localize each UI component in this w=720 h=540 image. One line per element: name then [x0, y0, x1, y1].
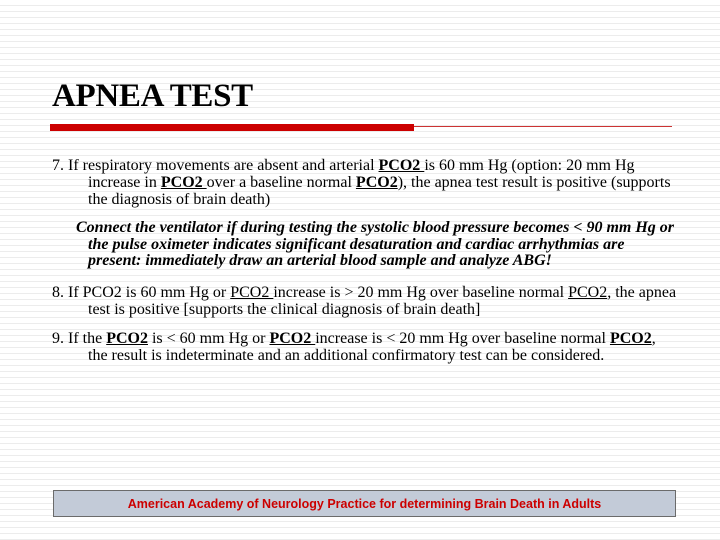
pco2-term: PCO2 [230, 283, 274, 301]
ventilator-warning: Connect the ventilator if during testing the systolic blood pressure becomes < 90 mm Hg or the pulse oximeter indicates significant desaturation and cardiac arrhythmias are present: immediately draw an arterial blood sample and analyze ABG! [76, 219, 675, 269]
text-run: , the apnea test is positive [supports the clinical diagnosis of brain death] [88, 283, 677, 318]
pco2-term: PCO2 [378, 157, 425, 174]
text-run: increase is > 20 mm Hg over baseline normal [273, 283, 569, 301]
pco2-term: PCO2 [106, 329, 148, 347]
text-run: 8. If PCO2 is 60 mm Hg or [52, 283, 231, 301]
step-8-paragraph [52, 284, 677, 318]
text-run: 9. If the [52, 329, 107, 347]
step-7-paragraph [52, 157, 677, 208]
footer-text: American Academy of Neurology Practice for determining Brain Death in Adults [127, 496, 602, 511]
source-footer [53, 490, 676, 517]
text-run: , the result is indeterminate and an additional confirmatory test can be considered. [88, 329, 656, 364]
text-run: ), the apnea test result is positive (supports the diagnosis of brain death) [88, 174, 671, 208]
title-underline-bar [50, 124, 414, 131]
pco2-term: PCO2 [609, 329, 652, 347]
text-run: increase is < 20 mm Hg over baseline normal [315, 329, 610, 347]
text-run: over a baseline normal [206, 174, 356, 191]
slide-title: APNEA TEST [52, 78, 253, 114]
text-run: is 60 mm Hg (option: 20 mm Hg increase in [88, 157, 635, 191]
title-underline-line [414, 126, 672, 127]
pco2-term: PCO2 [355, 174, 398, 191]
pco2-term: PCO2 [568, 283, 608, 301]
text-run: 7. If respiratory movements are absent and arterial [52, 157, 379, 174]
step-9-paragraph [52, 330, 677, 364]
slide-body [52, 157, 677, 376]
text-run: is < 60 mm Hg or [147, 329, 270, 347]
pco2-term: PCO2 [160, 174, 207, 191]
pco2-term: PCO2 [269, 329, 316, 347]
